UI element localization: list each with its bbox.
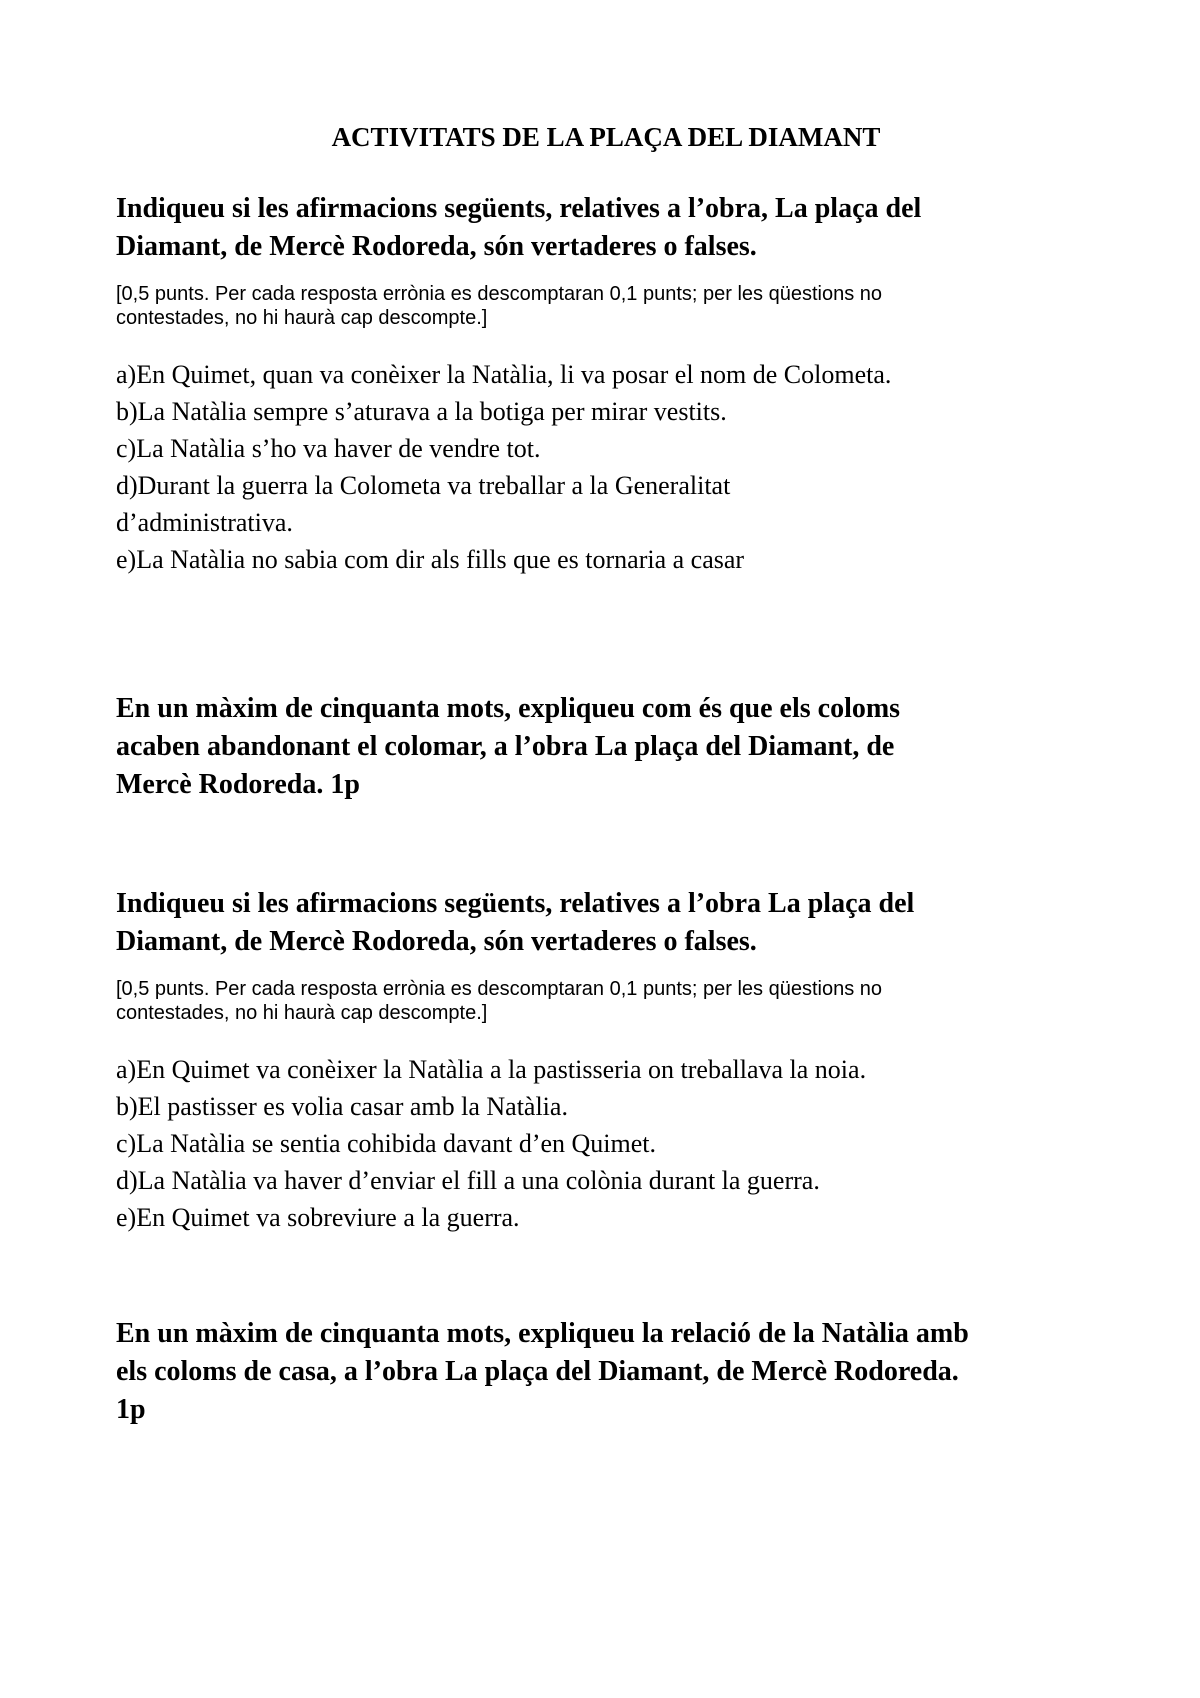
- heading-line: Diamant, de Mercè Rodoreda, són vertaderes o falses.: [116, 231, 757, 262]
- statement-list: [116, 356, 1096, 578]
- section-essay-1: [116, 690, 1096, 804]
- statement-item: a)En Quimet va conèixer la Natàlia a la pastisseria on treballava la noia.: [116, 1055, 867, 1084]
- heading-line: els coloms de casa, a l’obra La plaça del Diamant, de Mercè Rodoreda.: [116, 1356, 959, 1387]
- section-essay-2: [116, 1315, 1096, 1429]
- heading-line: 1p: [116, 1394, 146, 1425]
- scoring-note: [116, 977, 1016, 1025]
- section-heading: [116, 885, 1096, 961]
- heading-line: Indiqueu si les afirmacions següents, relatives a l’obra La plaça del: [116, 888, 915, 919]
- note-line: [0,5 punts. Per cada resposta errònia es descomptaran 0,1 punts; per les qüestions no: [116, 283, 883, 305]
- statement-item: e)En Quimet va sobreviure a la guerra.: [116, 1203, 520, 1232]
- heading-line: acaben abandonant el colomar, a l’obra La plaça del Diamant, de: [116, 731, 895, 762]
- section-heading: [116, 690, 1096, 804]
- statement-list: [116, 1051, 1096, 1236]
- statement-item: d)La Natàlia va haver d’enviar el fill a una colònia durant la guerra.: [116, 1166, 820, 1195]
- page-title: ACTIVITATS DE LA PLAÇA DEL DIAMANT: [331, 122, 881, 152]
- section-heading: [116, 190, 1096, 266]
- section-true-false-1: [116, 190, 1096, 578]
- statement-item: d)Durant la guerra la Colometa va treballar a la Generalitat: [116, 471, 731, 500]
- statement-item: a)En Quimet, quan va conèixer la Natàlia, li va posar el nom de Colometa.: [116, 360, 892, 389]
- scoring-note: [116, 282, 1016, 330]
- statement-item: c)La Natàlia se sentia cohibida davant d’en Quimet.: [116, 1129, 657, 1158]
- heading-line: Mercè Rodoreda. 1p: [116, 769, 360, 800]
- heading-line: En un màxim de cinquanta mots, expliqueu com és que els coloms: [116, 693, 901, 724]
- heading-line: Indiqueu si les afirmacions següents, relatives a l’obra, La plaça del: [116, 193, 922, 224]
- statement-item: e)La Natàlia no sabia com dir als fills que es tornaria a casar: [116, 545, 745, 574]
- section-true-false-2: [116, 885, 1096, 1236]
- note-line: contestades, no hi haurà cap descompte.]: [116, 307, 488, 329]
- section-heading: [116, 1315, 1096, 1429]
- statement-item: c)La Natàlia s’ho va haver de vendre tot.: [116, 434, 541, 463]
- note-line: contestades, no hi haurà cap descompte.]: [116, 1002, 488, 1024]
- heading-line: En un màxim de cinquanta mots, expliqueu la relació de la Natàlia amb: [116, 1318, 969, 1349]
- note-line: [0,5 punts. Per cada resposta errònia es descomptaran 0,1 punts; per les qüestions no: [116, 978, 883, 1000]
- statement-item: d’administrativa.: [116, 508, 293, 537]
- heading-line: Diamant, de Mercè Rodoreda, són vertaderes o falses.: [116, 926, 757, 957]
- statement-item: b)La Natàlia sempre s’aturava a la botiga per mirar vestits.: [116, 397, 727, 426]
- statement-item: b)El pastisser es volia casar amb la Natàlia.: [116, 1092, 568, 1121]
